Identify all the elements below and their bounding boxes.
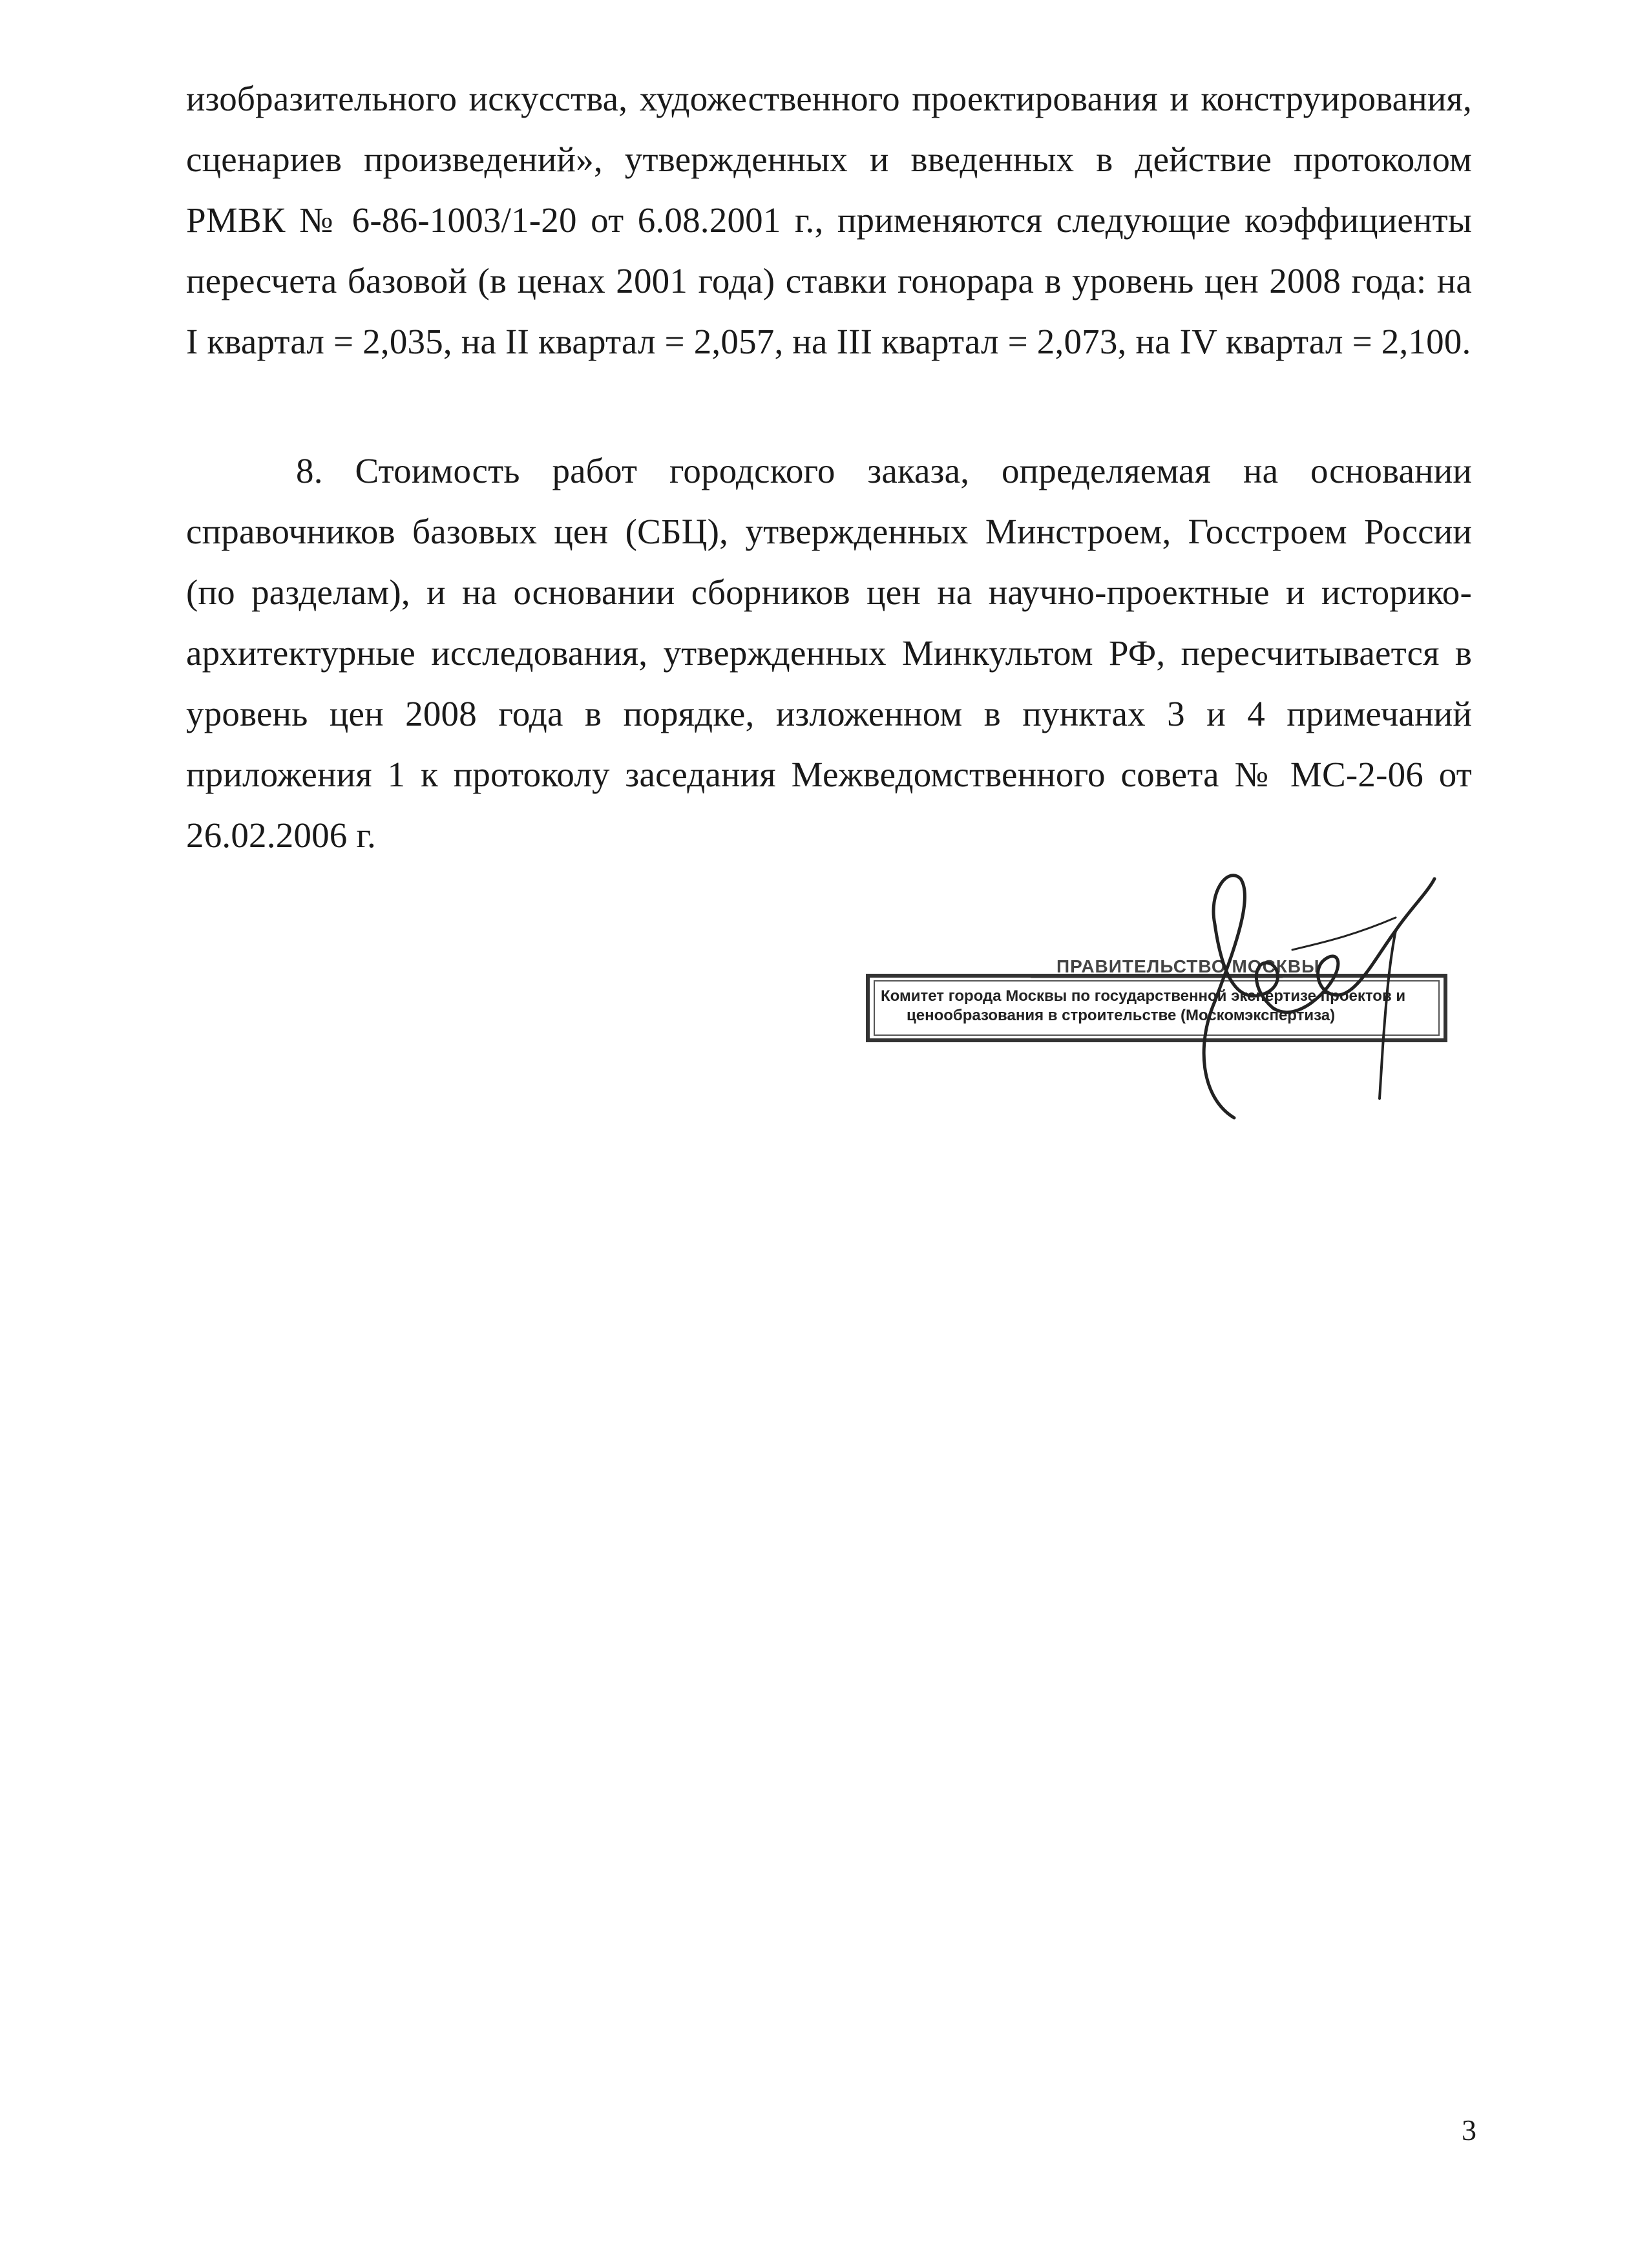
paragraph-item-8-text: 8. Стоимость работ городского заказа, определяемая на основании справочников базовых цен (СБЦ), утвержденных Минстроем, Госстроем России (по разделам), и на основании сборников цен на научно-проектные и историко-архитектурные исследования, утвержденных Минкультом РФ, пересчитывается в уровень цен 2008 года в порядке, изложенном в пунктах 3 и 4 примечаний приложения 1 к протоколу заседания Межведомственного совета № МС-2-06 от 26.02.2006 г. — [186, 451, 1472, 855]
stamp-org-line-2: ценообразования в строительстве (Москомэкспертиза) — [907, 1007, 1336, 1024]
page-number: 3 — [1462, 2114, 1476, 2147]
handwritten-signature — [1124, 853, 1460, 1137]
stamp-header: ПРАВИТЕЛЬСТВО МОСКВЫ — [1056, 956, 1320, 976]
paragraph-item-8 — [186, 441, 1472, 866]
stamp-org-line-1: Комитет города Москвы по государственной экспертизе проектов и — [881, 987, 1406, 1005]
paragraph-continuation: изобразительного искусства, художественного проектирования и конструирования, сценариев произведений», утвержденных и введенных в действие протоколом РМВК № 6-86-1003/1-20 от 6.08.2001 г., применяются следующие коэффициенты пересчета базовой (в ценах 2001 года) ставки гонорара в уровень цен 2008 года: на I квартал = 2,035, на II квартал = 2,057, на III квартал = 2,073, на IV квартал = 2,100. — [186, 79, 1472, 361]
